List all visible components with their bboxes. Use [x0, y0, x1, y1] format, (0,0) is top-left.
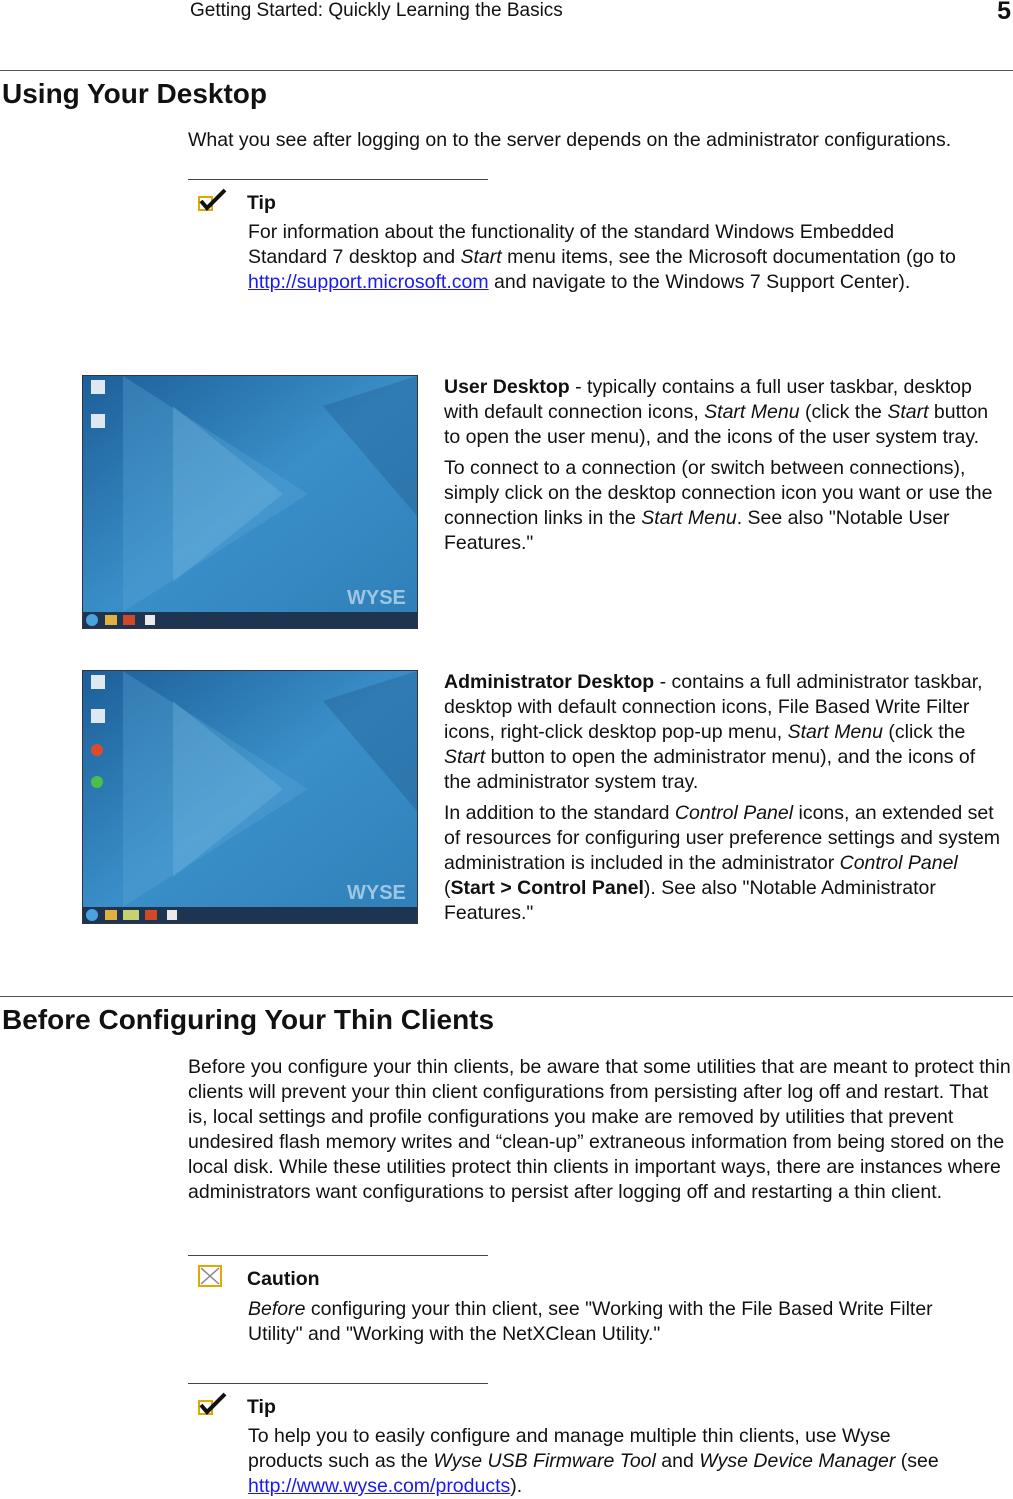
section-heading-desktop: Using Your Desktop: [2, 78, 268, 109]
tip-rule: [188, 179, 488, 180]
wyse-products-link[interactable]: http://www.wyse.com/products: [248, 1475, 511, 1497]
admin-desktop-screenshot: [82, 670, 418, 924]
caution-text: Before configuring your thin client, see "Working with the File Based Write Filter Utility" and "Working with the NetXClean Utility.": [248, 1298, 933, 1345]
caution-label: Caution: [247, 1268, 320, 1290]
start-orb-icon: [86, 614, 98, 626]
desktop-shortcut-icon: [91, 675, 105, 689]
desktop-shortcut-icon: [91, 709, 105, 723]
running-header: Getting Started: Quickly Learning the Basics: [190, 0, 563, 21]
section-rule: [0, 70, 1013, 71]
section-heading-before-configuring: Before Configuring Your Thin Clients: [2, 1004, 495, 1035]
tip-text: For information about the functionality of the standard Windows Embedded Standard 7 desktop and Start menu items, see the Microsoft documentation (go to http://support.microsoft.com and navigate to the Windows 7 Support Center).: [248, 221, 956, 293]
section-intro: What you see after logging on to the server depends on the administrator configurations.: [188, 129, 952, 151]
start-orb-icon: [86, 909, 98, 921]
fbwf-enable-icon: [91, 776, 103, 788]
user-desktop-screenshot: [82, 375, 418, 629]
microsoft-support-link[interactable]: http://support.microsoft.com: [248, 271, 489, 293]
caution-x-icon: [198, 1265, 224, 1289]
checkmark-icon: [198, 188, 228, 212]
section-rule: [0, 996, 1013, 997]
desktop-shortcut-icon: [91, 414, 105, 428]
page-number: 5: [997, 0, 1011, 25]
wyse-brand-logo: WYSE: [347, 882, 406, 904]
checkmark-icon: [198, 1392, 228, 1416]
wyse-brand-logo: WYSE: [347, 587, 406, 609]
desktop-shortcut-icon: [91, 380, 105, 394]
user-desktop-description: User Desktop - typically contains a full user taskbar, desktop with default connection icons, Start Menu (click the Start button to open the user menu), and the icons of the user system tray. To connect to a connection (or switch between connections), simply click on the desktop connection icon you want or use the connection links in the Start Menu. See also "Notable User Features.": [444, 376, 993, 554]
tip-rule: [188, 1383, 488, 1384]
tip-label: Tip: [247, 1396, 276, 1418]
tip-text: To help you to easily configure and manage multiple thin clients, use Wyse products such as the Wyse USB Firmware Tool and Wyse Device Manager (see http://www.wyse.com/products).: [248, 1425, 939, 1497]
tip-label: Tip: [247, 192, 276, 214]
admin-desktop-description: Administrator Desktop - contains a full administrator taskbar, desktop with default connection icons, File Based Write Filter icons, right-click desktop pop-up menu, Start Menu (click the Start button to open the administrator menu), and the icons of the administrator system tray. In addition to the standard Control Panel icons, an extended set of resources for configuring user preference settings and system administration is included in the administrator Control Panel (Start > Control Panel). See also "Notable Administrator Features.": [444, 671, 1001, 924]
fbwf-disable-icon: [91, 744, 103, 756]
caution-rule: [188, 1255, 488, 1256]
section-body: Before you configure your thin clients, be aware that some utilities that are meant to protect thin clients will prevent your thin client configurations from persisting after log off and restart. That is, local settings and profile configurations you make are removed by utilities that prevent undesired flash memory writes and “clean-up” extraneous information from being stored on the local disk. While these utilities protect thin clients in important ways, there are instances where administrators want configurations to persist after logging off and restarting a thin client.: [188, 1056, 1011, 1203]
